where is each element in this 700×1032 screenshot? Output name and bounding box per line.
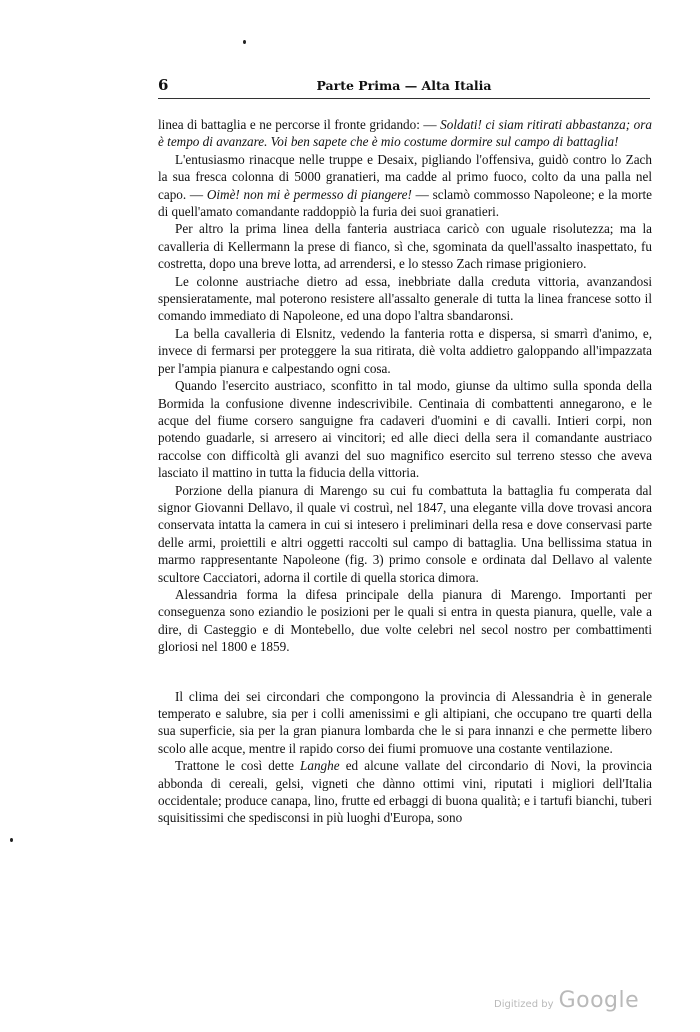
text-run: Quando l'esercito austriaco, sconfitto in tal modo, giunse da ultimo sulla sponda della Bormida la confusione divenne indescrivibile. Centinaia di combattenti annegarono, e le acque del fiume corsero sanguigne fra cadaveri d'uomini e di cavalli. Intieri corpi, non potendo guadarle, si arresero ai vincitori; ed alle dieci della sera il comandante austriaco raccolse con difficoltà gli avanzi del suo magnifico esercito sul terreno stesso che aveva lasciato il mattino in tutta la fiducia della vittoria. bbox=[158, 378, 652, 481]
paragraph bbox=[158, 151, 652, 221]
italic-text: Oimè! non mi è permesso di piangere! bbox=[206, 186, 412, 202]
text-run: Alessandria forma la difesa principale della pianura di Marengo. Importanti per conseguenza sono eziandio le posizioni per le quali si entra in questa pianura, quelle, vale a dire, di Casteggio e di Montebello, due volte celebri nel secol nostro per combattimenti gloriosi nel 1800 e 1859. bbox=[158, 586, 652, 655]
scan-speck bbox=[10, 838, 13, 842]
paragraph bbox=[158, 482, 652, 586]
italic-text: Langhe bbox=[300, 758, 340, 774]
header-rule bbox=[158, 98, 650, 99]
paragraph bbox=[158, 325, 652, 377]
text-run: Trattone le così dette bbox=[175, 758, 301, 774]
paragraph bbox=[158, 688, 652, 758]
text-run: L'entusiasmo rinacque nelle truppe e Desaix, pigliando l'offensiva, guidò contro lo Zach la sua fresca colonna di 5000 granatieri, ma cadde al primo fuoco, colto da una palla nel capo. — bbox=[158, 151, 652, 202]
italic-text: Soldati! ci siam ritirati abbastanza; ora è tempo di avanzare. Voi ben sapete che è mio costume dormire sul campo di battaglia! bbox=[158, 117, 652, 150]
paragraph bbox=[158, 377, 652, 481]
paragraph bbox=[158, 757, 652, 827]
body-text bbox=[158, 116, 652, 827]
page-header bbox=[158, 76, 650, 98]
google-logo: Google bbox=[558, 988, 640, 1013]
paragraph bbox=[158, 586, 652, 656]
text-run: La bella cavalleria di Elsnitz, vedendo la fanteria rotta e dispersa, si smarrì d'animo, e, invece di fermarsi per proteggere la sua ritirata, diè volta addietro galoppando all'impazzata per l'ampia pianura e calpestando ogni cosa. bbox=[158, 325, 652, 376]
text-run: Le colonne austriache dietro ad essa, inebbriate dalla creduta vittoria, avanzandosi spensieratamente, mal poterono resistere all'assalto generale di tutta la linea francese sotto il comando immediato di Napoleone, ed una dopo l'altra sbandaronsi. bbox=[158, 273, 652, 324]
page-number: 6 bbox=[158, 76, 169, 94]
watermark-prefix: Digitized by bbox=[494, 999, 554, 1010]
paragraph bbox=[158, 273, 652, 325]
paragraph bbox=[158, 116, 652, 151]
text-run: — sclamò commosso Napoleone; e la morte di quell'amato comandante raddoppiò la furia dei suoi granatieri. bbox=[158, 186, 652, 220]
paragraph bbox=[158, 220, 652, 272]
scan-speck bbox=[243, 40, 246, 44]
text-run: Il clima dei sei circondari che compongono la provincia di Alessandria è in generale temperato e salubre, sia per i colli amenissimi e gli altipiani, che occupano tre quarti della sua superficie, sia per la gran pianura lombarda che le si para innanzi e che permette libero scolo alle acque, mentre il rapido corso dei fiumi promuove una costante ventilazione. bbox=[158, 688, 652, 756]
text-run: Per altro la prima linea della fanteria austriaca caricò con uguale risolutezza; ma la cavalleria di Kellermann la prese di fianco, sì che, sgominata da quell'assalto inaspettato, fu costretta, dopo una breve lotta, ad arrendersi, e lo stesso Zach rimase prigioniero. bbox=[158, 221, 652, 272]
digitized-watermark bbox=[494, 988, 639, 1013]
section-gap bbox=[158, 656, 652, 688]
running-head: Parte Prima — Alta Italia bbox=[316, 78, 492, 93]
text-run: Porzione della pianura di Marengo su cui fu combattuta la battaglia fu comperata dal signor Giovanni Dellavo, il quale vi costruì, nel 1847, una elegante villa dove trovasi ancora conservata intatta la camera in cui si intesero i preliminari della resa e dove conservasi parte delle armi, proiettili e altri oggetti raccolti sul campo di battaglia. Una bellissima statua in marmo rappresentante Napoleone (fig. 3) primo console e ordinata dal Dellavo al valente scultore Cacciatori, adorna il cortile di quella storica dimora. bbox=[158, 482, 652, 585]
text-run: ed alcune vallate del circondario di Novi, la provincia abbonda di cereali, gelsi, vigneti che dànno ottimi vini, riputati i migliori dell'Italia occidentale; produce canapa, lino, frutte ed erbaggi di buona qualità; e i tartufi bianchi, tuberi squisitissimi che spedisconsi in più luoghi d'Europa, sono bbox=[158, 758, 652, 826]
text-run: linea di battaglia e ne percorse il fronte gridando: — bbox=[158, 117, 441, 132]
